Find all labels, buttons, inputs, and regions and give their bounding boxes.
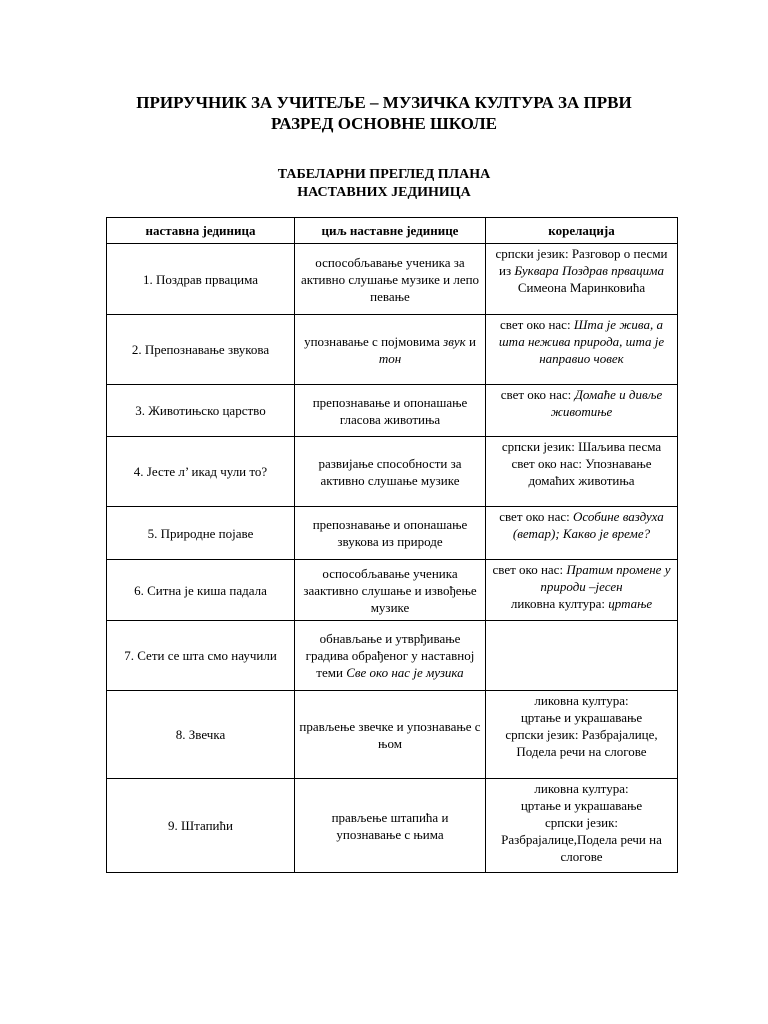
text-segment: ликовна култура: xyxy=(534,693,629,708)
text-segment: српски језик: Разбрајалице, Подела речи на слогове xyxy=(505,727,658,759)
lesson-goal-cell xyxy=(295,244,486,315)
table-row xyxy=(107,244,678,315)
table-row xyxy=(107,437,678,507)
correlation-cell xyxy=(486,507,678,560)
correlation-cell xyxy=(486,385,678,437)
text-segment: препознавање и опонашање звукова из природе xyxy=(312,517,468,549)
text-segment: прављење штапића и упознавање с њима xyxy=(331,809,449,842)
table-row xyxy=(107,507,678,560)
text-segment: ликовна култура: xyxy=(534,781,629,796)
text-segment: српски језик: Шаљива песма xyxy=(501,439,662,454)
lesson-goal-cell xyxy=(295,560,486,621)
text-segment: упознавање с појмовима xyxy=(304,333,444,349)
document-title-line-1: ПРИРУЧНИК ЗА УЧИТЕЉЕ – МУЗИЧКА КУЛТУРА ЗА ПРВИ xyxy=(136,93,632,112)
italic-text-segment: тон xyxy=(378,350,402,366)
lesson-unit-cell: 1. Поздрав првацима xyxy=(107,244,295,315)
text-segment: прављење звечке и упознавање с њом xyxy=(299,718,481,751)
italic-text-segment: Особине ваздуха (ветар); Какво је време? xyxy=(512,509,664,541)
lesson-goal-cell xyxy=(295,315,486,385)
text-segment: свет око нас: xyxy=(492,562,567,577)
header-correlation: корелација xyxy=(486,218,678,244)
italic-text-segment: Буквара Поздрав првацима xyxy=(514,263,664,278)
correlation-cell xyxy=(486,437,678,507)
correlation-cell xyxy=(486,244,678,315)
text-segment: свет око нас: xyxy=(500,317,574,332)
header-lesson-goal: циљ наставне јединице xyxy=(295,218,486,244)
table-subtitle-line-2: НАСТАВНИХ ЈЕДИНИЦА xyxy=(297,185,471,200)
text-segment: обнављање и утврђивање градива обрађеног у наставној теми xyxy=(305,631,475,680)
correlation-cell xyxy=(486,621,678,691)
italic-text-segment: Све око нас је музика xyxy=(346,665,464,680)
text-segment: свет око нас: xyxy=(500,387,575,402)
italic-text-segment: цртање xyxy=(608,596,653,611)
lesson-unit-cell: 2. Препознавање звукова xyxy=(107,315,295,385)
text-segment: развијање способности за активно слушање музике xyxy=(318,455,462,488)
correlation-cell xyxy=(486,779,678,873)
lesson-goal-cell xyxy=(295,779,486,873)
table-subtitle-line-1: ТАБЕЛАРНИ ПРЕГЛЕД ПЛАНА xyxy=(277,167,491,182)
lesson-unit-cell: 9. Штапићи xyxy=(107,779,295,873)
lesson-unit-cell: 4. Јесте л’ икад чули то? xyxy=(107,437,295,507)
table-row xyxy=(107,315,678,385)
italic-text-segment: Домаће и дивље животиње xyxy=(550,387,663,419)
lesson-goal-cell xyxy=(295,621,486,691)
text-segment: српски језик: Разговор о песми из xyxy=(495,246,668,278)
table-header-row xyxy=(107,218,678,244)
table-row xyxy=(107,385,678,437)
header-lesson-unit: наставна јединица xyxy=(107,218,295,244)
table-row xyxy=(107,691,678,779)
lesson-plan-table xyxy=(106,217,678,873)
text-segment: цртање и украшавање xyxy=(520,798,643,813)
lesson-unit-cell: 5. Природне појаве xyxy=(107,507,295,560)
text-segment: свет око нас: Упознавање домаћих животиња xyxy=(511,456,652,488)
document-title xyxy=(0,92,768,134)
lesson-unit-cell: 8. Звечка xyxy=(107,691,295,779)
text-segment: препознавање и опонашање гласова животиња xyxy=(312,394,468,427)
text-segment: оспособљавање ученика заактивно слушање и извођење музике xyxy=(303,565,477,615)
correlation-cell xyxy=(486,315,678,385)
text-segment: оспособљавање ученика за активно слушање музике и лепо певање xyxy=(300,254,480,304)
table-row xyxy=(107,560,678,621)
text-segment: Симеона Маринковића xyxy=(517,280,646,295)
lesson-goal-cell xyxy=(295,691,486,779)
table-row xyxy=(107,779,678,873)
table-subtitle xyxy=(0,166,768,202)
lesson-unit-cell: 3. Животињско царство xyxy=(107,385,295,437)
text-segment: ликовна култура: xyxy=(510,596,609,611)
text-segment: свет око нас: xyxy=(499,509,574,524)
lesson-goal-cell xyxy=(295,437,486,507)
table-body xyxy=(107,244,678,873)
table-header xyxy=(107,218,678,244)
correlation-cell xyxy=(486,691,678,779)
text-segment: цртање и украшавање xyxy=(520,710,643,725)
lesson-goal-cell xyxy=(295,507,486,560)
italic-text-segment: Шта је жива, а шта нежива природа, шта је направио човек xyxy=(498,317,665,366)
lesson-goal-cell xyxy=(295,385,486,437)
text-segment: српски језик: Разбрајалице,Подела речи на слогове xyxy=(501,815,662,864)
italic-text-segment: звук xyxy=(443,333,466,349)
italic-text-segment: Пратим промене у природи –јесен xyxy=(540,562,671,594)
text-segment: и xyxy=(465,333,476,349)
document-title-line-2: РАЗРЕД ОСНОВНЕ ШКОЛЕ xyxy=(271,114,497,133)
lesson-unit-cell: 6. Ситна је киша падала xyxy=(107,560,295,621)
table-row xyxy=(107,621,678,691)
correlation-cell xyxy=(486,560,678,621)
lesson-unit-cell: 7. Сети се шта смо научили xyxy=(107,621,295,691)
